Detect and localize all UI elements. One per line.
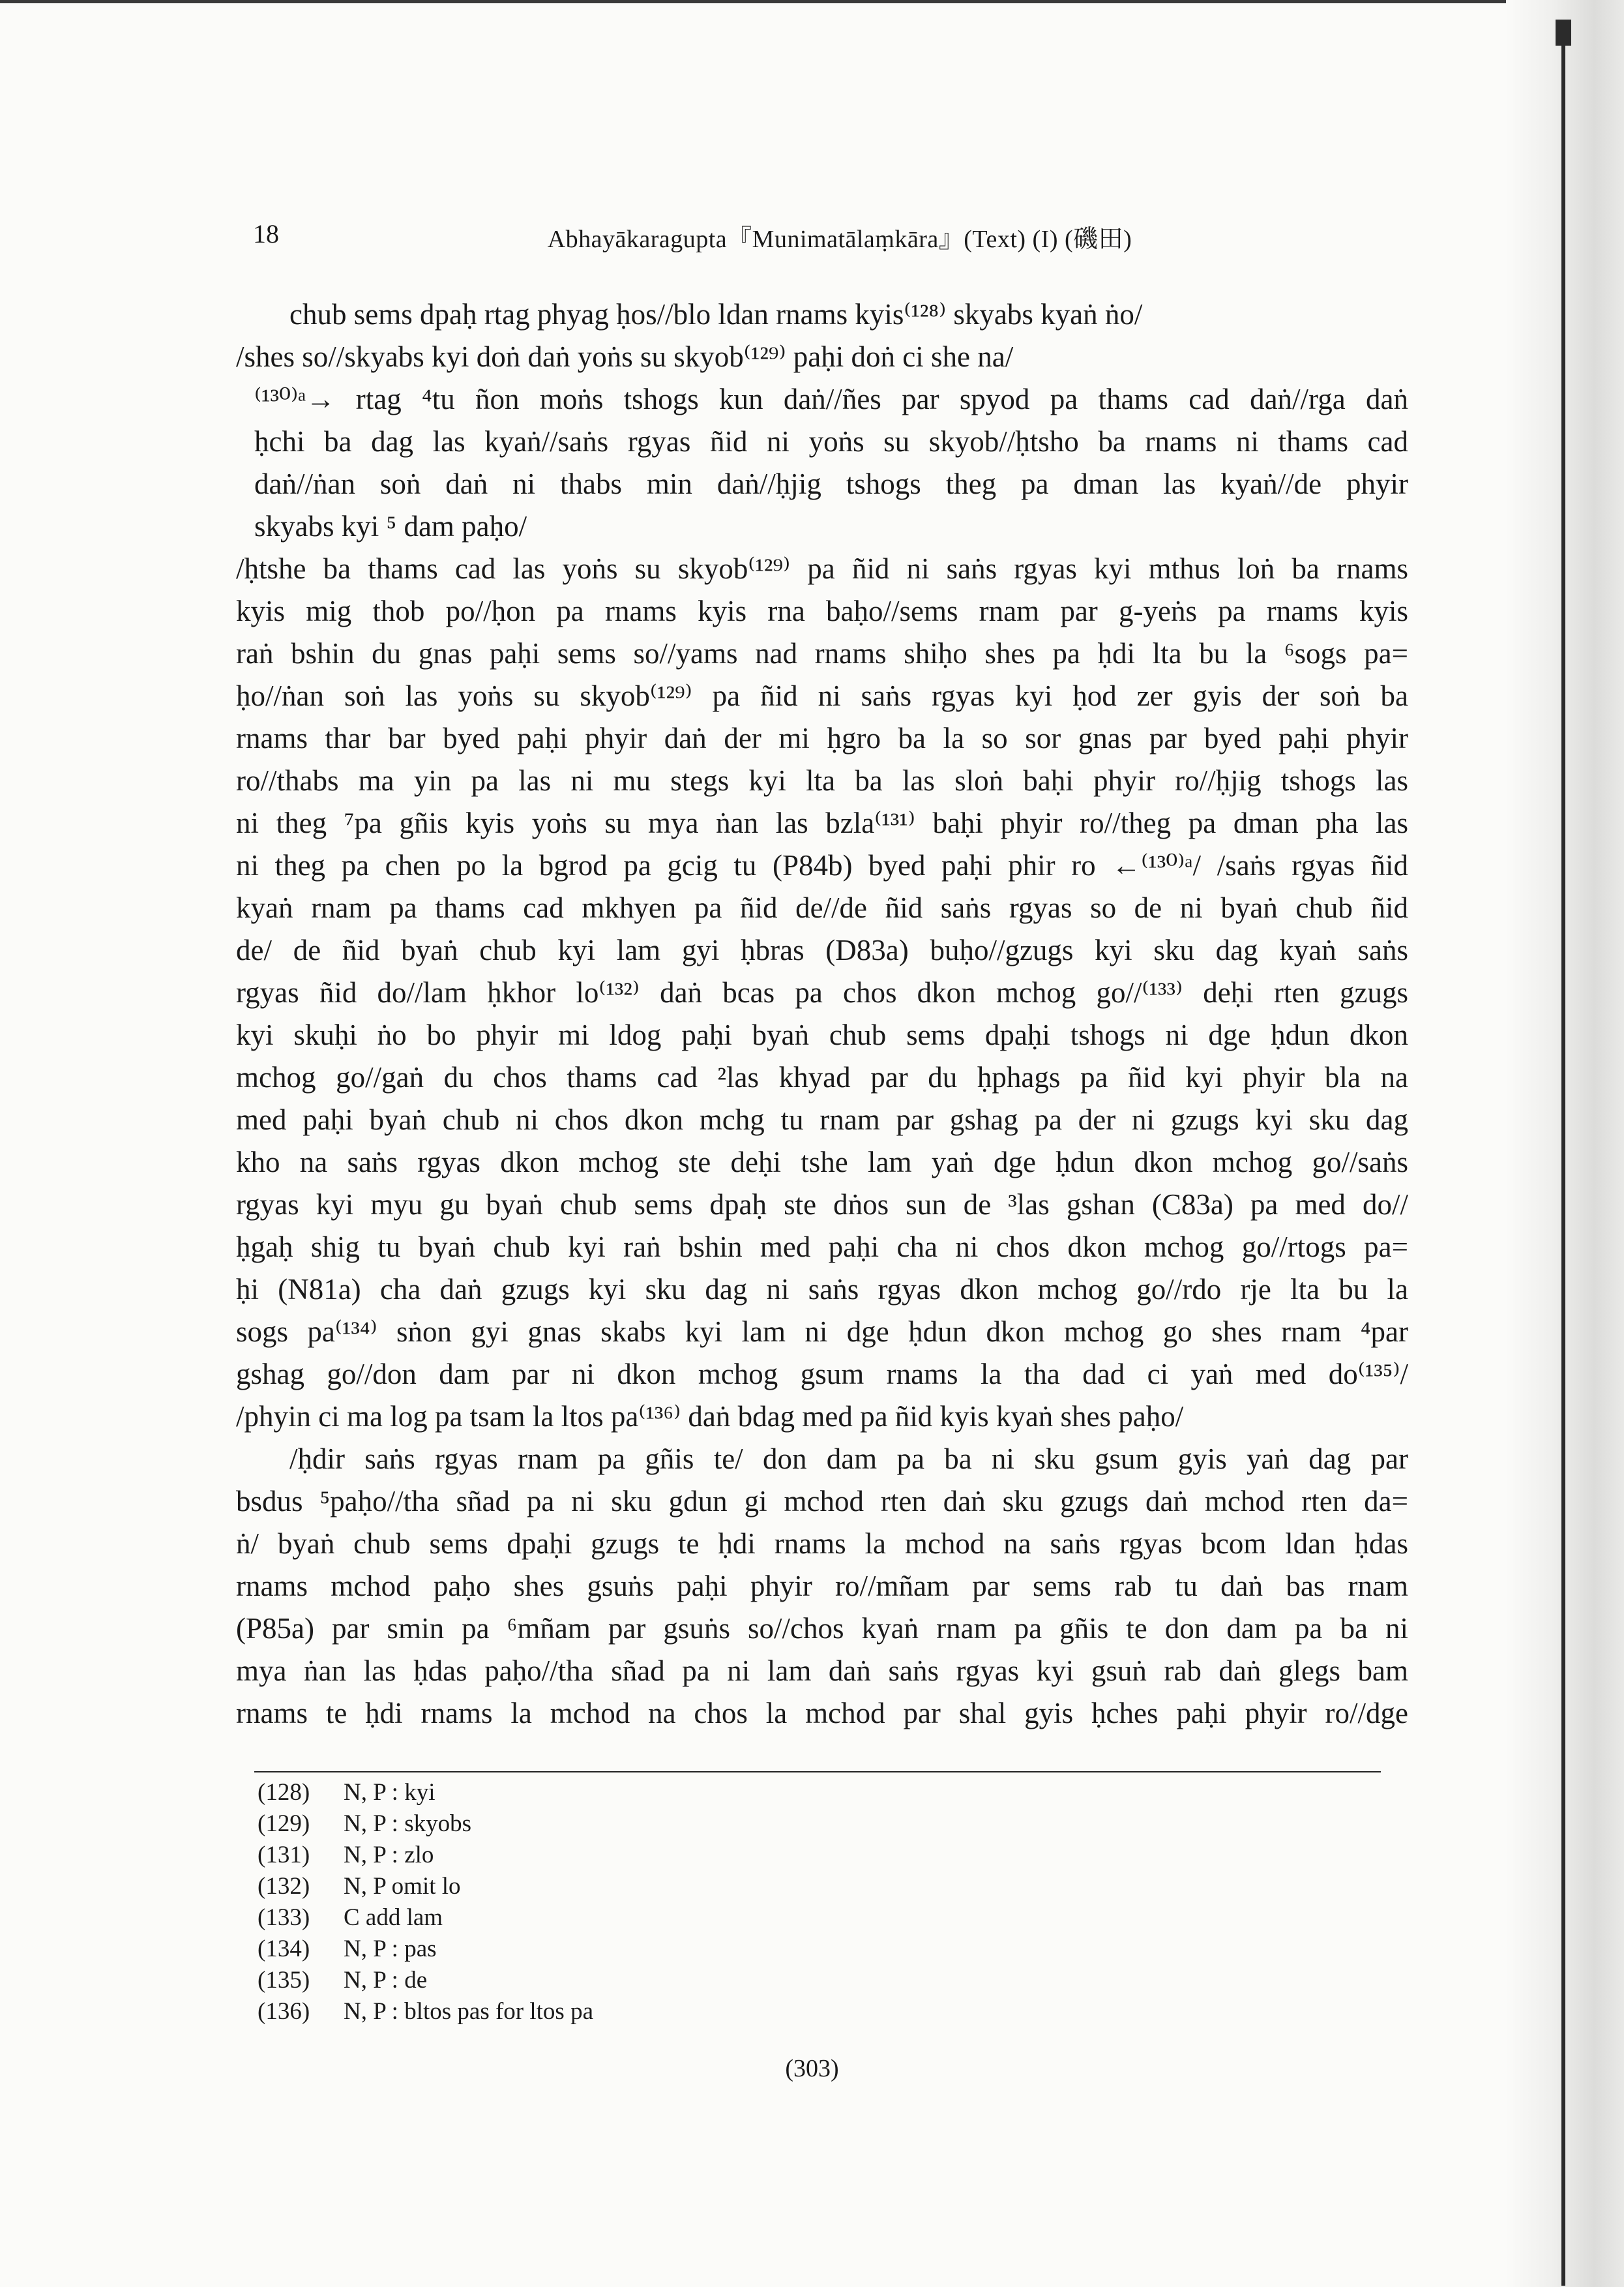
- footnote-number: (131): [258, 1842, 310, 1868]
- text-line: rnams te ḥdi rnams la mchod na chos la mchod par shal gyis ḥches paḥi phyir ro//dge: [236, 1697, 1408, 1729]
- footnote-text: N, P : bltos pas for ltos pa: [344, 1998, 594, 2025]
- body-text: [236, 293, 1408, 1735]
- text-line: skyabs kyi ⁵ dam paḥo/: [254, 510, 527, 543]
- text-line: /ḥtshe ba thams cad las yoṅs su skyob⁽¹²⁹⁾ pa ñid ni saṅs rgyas kyi mthus loṅ ba rnams: [236, 552, 1408, 585]
- text-line: gshag go//don dam par ni dkon mchog gsum rnams la tha dad ci yaṅ med do⁽¹³⁵⁾/: [236, 1358, 1408, 1390]
- footnote: [258, 1808, 1170, 1840]
- page-number: 18: [253, 219, 279, 248]
- footnote: [258, 1871, 1170, 1902]
- footnote: [258, 1840, 1170, 1871]
- text-line: rgyas kyi myu gu byaṅ chub sems dpaḥ ste dṅos sun de ³las gshan (C83a) pa med do//: [236, 1188, 1408, 1221]
- footnote: [258, 1965, 1170, 1996]
- text-line: ḥchi ba dag las kyaṅ//saṅs rgyas ñid ni yoṅs su skyob//ḥtsho ba rnams ni thams cad: [254, 425, 1408, 458]
- footnote: [258, 1777, 1170, 1808]
- text-line: kyaṅ rnam pa thams cad mkhyen pa ñid de//de ñid saṅs rgyas so de ni byaṅ chub ñid: [236, 891, 1408, 924]
- footnote: [258, 1996, 1170, 2027]
- text-line: mchog go//gaṅ du chos thams cad ²las khyad par du ḥphags pa ñid kyi phyir bla na: [236, 1061, 1408, 1094]
- scan-edge-line: [1561, 23, 1565, 2286]
- text-line: rnams thar bar byed paḥi phyir daṅ der mi ḥgro ba la so sor gnas par byed paḥi phyir: [236, 722, 1408, 755]
- text-line: /ḥdir saṅs rgyas rnam pa gñis te/ don dam pa ba ni sku gsum gyis yaṅ dag par: [289, 1442, 1408, 1475]
- text-line: ṅ/ byaṅ chub sems dpaḥi gzugs te ḥdi rnams la mchod na saṅs rgyas bcom ldan ḥdas: [236, 1527, 1408, 1560]
- footnote-text: C add lam: [344, 1904, 443, 1931]
- footnotes: [258, 1777, 1170, 2027]
- text-line: ni theg ⁷pa gñis kyis yoṅs su mya ṅan las bzla⁽¹³¹⁾ baḥi phyir ro//theg pa dman pha las: [236, 807, 1408, 839]
- footnote-text: N, P omit lo: [344, 1873, 461, 1900]
- footnote-number: (132): [258, 1873, 310, 1900]
- footnote-number: (128): [258, 1779, 310, 1806]
- text-line: kho na saṅs rgyas dkon mchog ste deḥi tshe lam yaṅ dge ḥdun dkon mchog go//saṅs: [236, 1146, 1408, 1178]
- text-line: med paḥi byaṅ chub ni chos dkon mchg tu rnam par gshag pa der ni gzugs kyi sku dag: [236, 1103, 1408, 1136]
- scan-binding-edge: [1506, 0, 1624, 2287]
- text-line: de/ de ñid byaṅ chub kyi lam gyi ḥbras (D83a) buḥo//gzugs kyi sku dag kyaṅ saṅs: [236, 934, 1408, 966]
- footnote: [258, 1934, 1170, 1965]
- footnote-number: (135): [258, 1967, 310, 1994]
- scan-top-border: [0, 0, 1624, 3]
- footnote-number: (136): [258, 1998, 310, 2025]
- footnote-number: (133): [258, 1904, 310, 1931]
- footnote-text: N, P : zlo: [344, 1842, 434, 1868]
- text-line: ḥo//ṅan soṅ las yoṅs su skyob⁽¹²⁹⁾ pa ñid ni saṅs rgyas kyi ḥod zer gyis der soṅ ba: [236, 680, 1408, 712]
- text-line: rgyas ñid do//lam ḥkhor lo⁽¹³²⁾ daṅ bcas pa chos dkon mchog go//⁽¹³³⁾ deḥi rten gzugs: [236, 976, 1408, 1009]
- text-line: rnams mchod paḥo shes gsuṅs paḥi phyir ro//mñam par sems rab tu daṅ bas rnam: [236, 1570, 1408, 1602]
- text-line: /phyin ci ma log pa tsam la ltos pa⁽¹³⁶⁾ daṅ bdag med pa ñid kyis kyaṅ shes paḥo/: [236, 1400, 1184, 1433]
- text-line: ḥi (N81a) cha daṅ gzugs kyi sku dag ni saṅs rgyas dkon mchog go//rdo rje lta bu la: [236, 1273, 1408, 1306]
- running-title: Abhayākaragupta『Munimatālaṃkāra』(Text) (I) (磯田): [547, 226, 1132, 253]
- text-line: bsdus ⁵paḥo//tha sñad pa ni sku gdun gi mchod rten daṅ sku gzugs daṅ mchod rten da=: [236, 1485, 1408, 1517]
- footnote-rule: [254, 1771, 1381, 1772]
- footnote: [258, 1902, 1170, 1934]
- footnote-text: N, P : pas: [344, 1936, 437, 1962]
- footnote-number: (134): [258, 1936, 310, 1962]
- text-line: sogs pa⁽¹³⁴⁾ sṅon gyi gnas skabs kyi lam ni dge ḥdun dkon mchog go shes rnam ⁴par: [236, 1315, 1408, 1348]
- footnote-text: N, P : kyi: [344, 1779, 436, 1806]
- text-line: ni theg pa chen po la bgrod pa gcig tu (P84b) byed paḥi phir ro ←⁽¹³⁰⁾ᵃ/ /saṅs rgyas ñid: [236, 849, 1408, 882]
- text-line: kyis mig thob po//ḥon pa rnams kyis rna baḥo//sems rnam par g-yeṅs pa rnams kyis: [236, 595, 1408, 627]
- text-line: /shes so//skyabs kyi doṅ daṅ yoṅs su skyob⁽¹²⁹⁾ paḥi doṅ ci she na/: [236, 340, 1014, 373]
- text-line: daṅ//ṅan soṅ daṅ ni thabs min daṅ//ḥjig tshogs theg pa dman las kyaṅ//de phyir: [254, 468, 1408, 500]
- footnote-text: N, P : skyobs: [344, 1810, 472, 1837]
- text-line: ⁽¹³⁰⁾ᵃ→ rtag ⁴tu ñon moṅs tshogs kun daṅ//ñes par spyod pa thams cad daṅ//rga daṅ: [254, 383, 1408, 415]
- text-line: (P85a) par smin pa ⁶mñam par gsuṅs so//chos kyaṅ rnam pa gñis te don dam pa ba ni: [236, 1612, 1408, 1645]
- text-line: ḥgaḥ shig tu byaṅ chub kyi raṅ bshin med paḥi cha ni chos dkon mchog go//rtogs pa=: [236, 1231, 1408, 1263]
- scan-edge-mark: [1556, 20, 1571, 46]
- text-line: mya ṅan las ḥdas paḥo//tha sñad pa ni lam daṅ saṅs rgyas kyi gsuṅ rab daṅ glegs bam: [236, 1654, 1408, 1687]
- text-line: ro//thabs ma yin pa las ni mu stegs kyi lta ba las sloṅ baḥi phyir ro//ḥjig tshogs las: [236, 764, 1408, 797]
- footnote-text: N, P : de: [344, 1967, 428, 1994]
- footnote-number: (129): [258, 1810, 310, 1837]
- folio-number: (303): [785, 2055, 839, 2082]
- page-header: [253, 218, 1426, 254]
- text-line: chub sems dpaḥ rtag phyag ḥos//blo ldan rnams kyis⁽¹²⁸⁾ skyabs kyaṅ ṅo/: [289, 298, 1143, 331]
- text-line: raṅ bshin du gnas paḥi sems so//yams nad rnams shiḥo shes pa ḥdi lta bu la ⁶sogs pa=: [236, 637, 1408, 670]
- text-line: kyi skuḥi ṅo bo phyir mi ldog paḥi byaṅ chub sems dpaḥi tshogs ni dge ḥdun dkon: [236, 1019, 1408, 1051]
